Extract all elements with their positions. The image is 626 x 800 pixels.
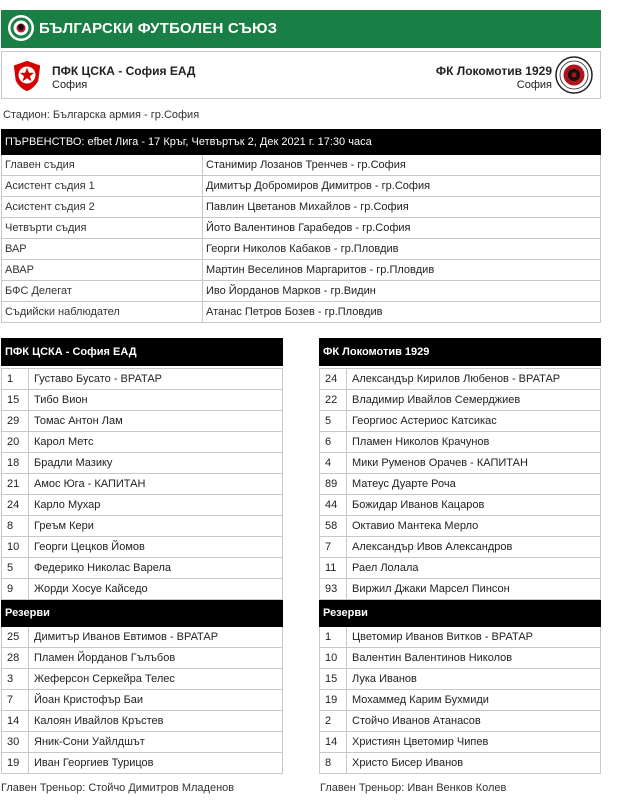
reserves-header-row xyxy=(2,600,283,627)
player-name: Мики Руменов Орачев - КАПИТАН xyxy=(347,453,601,474)
official-row xyxy=(2,176,601,197)
official-row xyxy=(2,155,601,176)
player-number: 9 xyxy=(2,579,29,600)
player-name: Пламен Йорданов Гълъбов xyxy=(29,648,283,669)
player-name: Карол Метс xyxy=(29,432,283,453)
player-number: 15 xyxy=(2,390,29,411)
player-number: 19 xyxy=(320,690,347,711)
official-row xyxy=(2,197,601,218)
player-name: Георгиос Астериос Катсикас xyxy=(347,411,601,432)
player-number: 8 xyxy=(320,753,347,774)
official-name: Георги Николов Кабаков - гр.Пловдив xyxy=(203,239,601,260)
player-name: Калоян Ивайлов Кръстев xyxy=(29,711,283,732)
player-number: 15 xyxy=(320,669,347,690)
player-number: 14 xyxy=(2,711,29,732)
official-name: Иво Йорданов Марков - гр.Видин xyxy=(203,281,601,302)
player-number: 28 xyxy=(2,648,29,669)
player-row xyxy=(2,453,283,474)
player-name: Матеус Дуарте Роча xyxy=(347,474,601,495)
bfs-logo-icon xyxy=(7,14,35,45)
player-name: Стойчо Иванов Атанасов xyxy=(347,711,601,732)
official-row xyxy=(2,281,601,302)
player-name: Йоан Кристофър Баи xyxy=(29,690,283,711)
player-name: Валентин Валентинов Николов xyxy=(347,648,601,669)
official-row xyxy=(2,302,601,323)
away-lineup-table xyxy=(319,338,601,774)
player-name: Жеферсон Серкейра Телес xyxy=(29,669,283,690)
reserve-row xyxy=(2,711,283,732)
player-row xyxy=(320,474,601,495)
player-number: 21 xyxy=(2,474,29,495)
competition-info: ПЪРВЕНСТВО: efbet Лига - 17 Кръг, Четвъртък 2, Дек 2021 г. 17:30 часа xyxy=(2,130,601,155)
home-team-name: ПФК ЦСКА - София ЕАД xyxy=(52,64,196,78)
reserve-row xyxy=(2,648,283,669)
player-name: Мохаммед Карим Бухмиди xyxy=(347,690,601,711)
player-name: Жорди Хосуе Кайседо xyxy=(29,579,283,600)
player-name: Виржил Джаки Марсел Пинсон xyxy=(347,579,601,600)
page-title: БЪЛГАРСКИ ФУТБОЛЕН СЪЮЗ xyxy=(39,20,278,37)
player-name: Александър Ивов Александров xyxy=(347,537,601,558)
player-number: 10 xyxy=(2,537,29,558)
player-name: Яник-Сони Уайлдшът xyxy=(29,732,283,753)
player-row xyxy=(320,516,601,537)
reserve-row xyxy=(320,648,601,669)
reserve-row xyxy=(320,669,601,690)
reserve-row xyxy=(320,711,601,732)
player-number: 5 xyxy=(320,411,347,432)
player-row xyxy=(2,579,283,600)
official-role: Асистент съдия 1 xyxy=(2,176,203,197)
reserve-row xyxy=(2,732,283,753)
player-number: 19 xyxy=(2,753,29,774)
player-number: 14 xyxy=(320,732,347,753)
player-name: Амос Юга - КАПИТАН xyxy=(29,474,283,495)
officials-table xyxy=(1,129,601,323)
player-number: 11 xyxy=(320,558,347,579)
player-row xyxy=(2,390,283,411)
player-name: Греъм Кери xyxy=(29,516,283,537)
player-name: Християн Цветомир Чипев xyxy=(347,732,601,753)
player-number: 29 xyxy=(2,411,29,432)
official-name: Павлин Цветанов Михайлов - гр.София xyxy=(203,197,601,218)
official-role: ВАР xyxy=(2,239,203,260)
player-name: Октавио Мантека Мерло xyxy=(347,516,601,537)
player-row xyxy=(2,516,283,537)
player-row xyxy=(2,369,283,390)
official-role: Четвърти съдия xyxy=(2,218,203,239)
home-team-city: София xyxy=(52,79,88,91)
player-number: 30 xyxy=(2,732,29,753)
player-row xyxy=(2,495,283,516)
reserve-row xyxy=(320,732,601,753)
player-number: 7 xyxy=(2,690,29,711)
reserve-row xyxy=(320,753,601,774)
player-number: 20 xyxy=(2,432,29,453)
federation-header xyxy=(1,10,601,48)
player-name: Димитър Иванов Евтимов - ВРАТАР xyxy=(29,627,283,648)
official-row xyxy=(2,260,601,281)
player-number: 3 xyxy=(2,669,29,690)
player-number: 89 xyxy=(320,474,347,495)
away-team-name: ФК Локомотив 1929 xyxy=(435,64,552,78)
home-reserves-title: Резерви xyxy=(2,600,283,627)
away-coach: Главен Треньор: Иван Венков Колев xyxy=(320,782,507,794)
player-name: Раел Лолала xyxy=(347,558,601,579)
player-name: Густаво Бусато - ВРАТАР xyxy=(29,369,283,390)
teams-panel xyxy=(1,51,601,99)
player-number: 22 xyxy=(320,390,347,411)
player-name: Христо Бисер Иванов xyxy=(347,753,601,774)
official-name: Атанас Петров Бозев - гр.Пловдив xyxy=(203,302,601,323)
player-name: Томас Антон Лам xyxy=(29,411,283,432)
player-row xyxy=(320,558,601,579)
player-row xyxy=(320,537,601,558)
player-name: Иван Георгиев Турицов xyxy=(29,753,283,774)
player-number: 6 xyxy=(320,432,347,453)
player-row xyxy=(2,537,283,558)
player-number: 93 xyxy=(320,579,347,600)
home-coach: Главен Треньор: Стойчо Димитров Младенов xyxy=(1,782,235,794)
lokomotiv-crest-icon xyxy=(555,56,593,97)
player-name: Цветомир Иванов Витков - ВРАТАР xyxy=(347,627,601,648)
official-name: Станимир Лозанов Тренчев - гр.София xyxy=(203,155,601,176)
player-row xyxy=(320,495,601,516)
player-name: Карло Мухар xyxy=(29,495,283,516)
reserve-row xyxy=(2,669,283,690)
home-lineup-table xyxy=(1,338,283,774)
player-number: 8 xyxy=(2,516,29,537)
player-name: Пламен Николов Крачунов xyxy=(347,432,601,453)
lineup-header-row xyxy=(2,339,283,366)
player-number: 2 xyxy=(320,711,347,732)
official-role: Главен съдия xyxy=(2,155,203,176)
official-name: Димитър Добромиров Димитров - гр.София xyxy=(203,176,601,197)
away-lineup-title: ФК Локомотив 1929 xyxy=(320,339,601,366)
reserve-row xyxy=(2,690,283,711)
reserves-header-row xyxy=(320,600,601,627)
player-row xyxy=(320,579,601,600)
player-row xyxy=(320,411,601,432)
player-name: Георги Цецков Йомов xyxy=(29,537,283,558)
reserve-row xyxy=(320,627,601,648)
player-row xyxy=(2,432,283,453)
player-name: Лука Иванов xyxy=(347,669,601,690)
player-number: 10 xyxy=(320,648,347,669)
official-row xyxy=(2,218,601,239)
lineup-header-row xyxy=(320,339,601,366)
official-row xyxy=(2,239,601,260)
away-team-city: София xyxy=(516,79,552,91)
player-name: Божидар Иванов Кацаров xyxy=(347,495,601,516)
player-row xyxy=(2,558,283,579)
player-row xyxy=(2,411,283,432)
official-role: Асистент съдия 2 xyxy=(2,197,203,218)
competition-row xyxy=(2,130,601,155)
player-number: 5 xyxy=(2,558,29,579)
player-number: 24 xyxy=(2,495,29,516)
official-name: Йото Валентинов Гарабедов - гр.София xyxy=(203,218,601,239)
official-role: Съдийски наблюдател xyxy=(2,302,203,323)
away-reserves-title: Резерви xyxy=(320,600,601,627)
player-row xyxy=(320,390,601,411)
player-row xyxy=(320,369,601,390)
player-row xyxy=(320,453,601,474)
player-number: 1 xyxy=(2,369,29,390)
player-name: Александър Кирилов Любенов - ВРАТАР xyxy=(347,369,601,390)
player-number: 4 xyxy=(320,453,347,474)
player-name: Тибо Вион xyxy=(29,390,283,411)
cska-crest-icon xyxy=(11,59,43,96)
player-number: 44 xyxy=(320,495,347,516)
player-number: 7 xyxy=(320,537,347,558)
player-number: 24 xyxy=(320,369,347,390)
player-number: 58 xyxy=(320,516,347,537)
player-row xyxy=(2,474,283,495)
reserve-row xyxy=(2,753,283,774)
reserve-row xyxy=(320,690,601,711)
official-role: БФС Делегат xyxy=(2,281,203,302)
reserve-row xyxy=(2,627,283,648)
player-name: Владимир Ивайлов Семерджиев xyxy=(347,390,601,411)
stadium-info: Стадион: Българска армия - гр.София xyxy=(3,109,200,121)
player-name: Федерико Николас Варела xyxy=(29,558,283,579)
player-row xyxy=(320,432,601,453)
home-lineup-title: ПФК ЦСКА - София ЕАД xyxy=(2,339,283,366)
official-name: Мартин Веселинов Маргаритов - гр.Пловдив xyxy=(203,260,601,281)
player-name: Брадли Мазику xyxy=(29,453,283,474)
official-role: АВАР xyxy=(2,260,203,281)
player-number: 1 xyxy=(320,627,347,648)
player-number: 18 xyxy=(2,453,29,474)
player-number: 25 xyxy=(2,627,29,648)
